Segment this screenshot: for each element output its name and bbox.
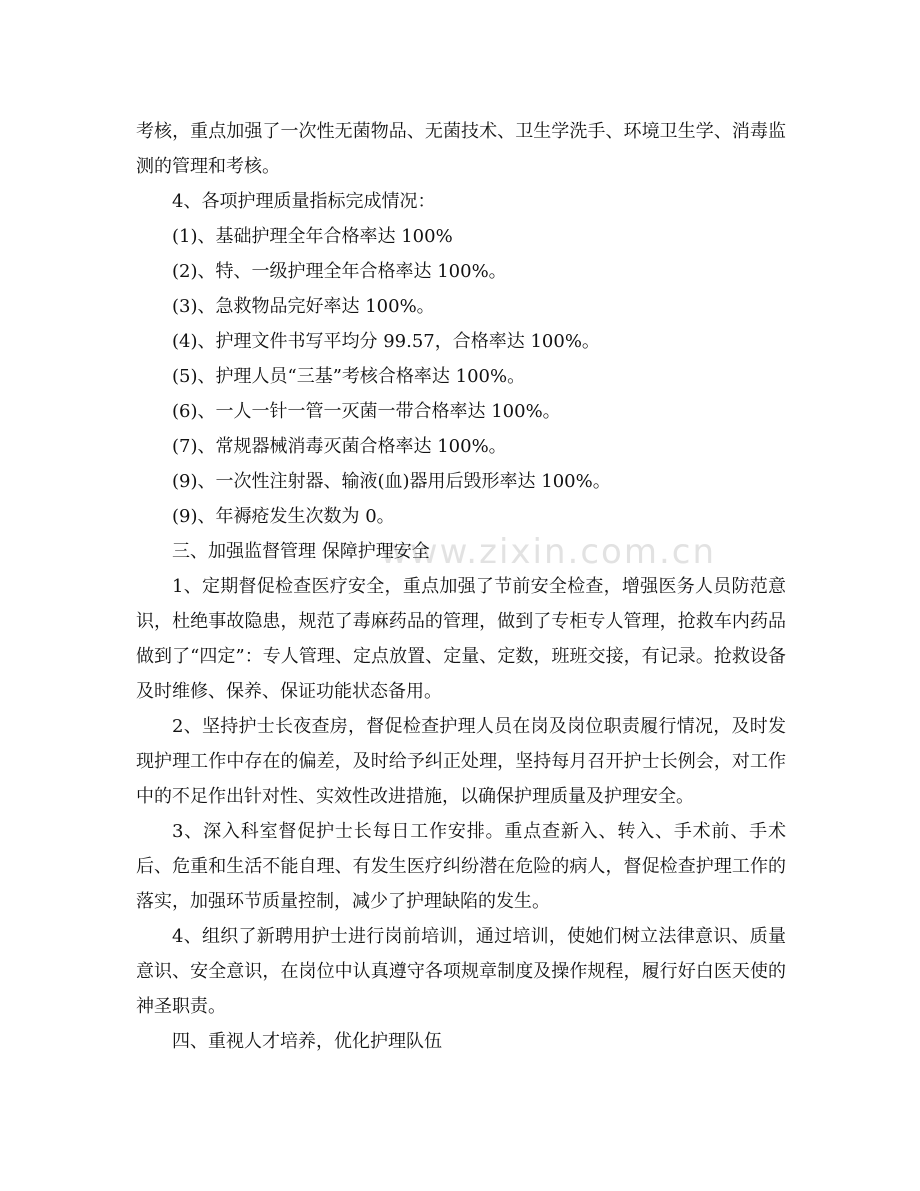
list-item: (9)、一次性注射器、输液(血)器用后毁形率达 100%。 (172, 471, 611, 492)
paragraph: 4、组织了新聘用护士进行岗前培训，通过培训，使她们树立法律意识、质量意识、安全意识，在岗位中认真遵守各项规章制度及操作规程，履行好白医天使的神圣职责。 (136, 926, 786, 1017)
paragraph: 1、定期督促检查医疗安全，重点加强了节前安全检查，增强医务人员防范意识，杜绝事故隐患，规范了毒麻药品的管理，做到了专柜专人管理，抢救车内药品做到了“四定”：专人管理、定点放置、定量、定数，班班交接，有记录。抢救设备及时维修、保养、保证功能状态备用。 (136, 576, 786, 702)
document-body (136, 114, 786, 1059)
paragraph: 2、坚持护士长夜查房，督促检查护理人员在岗及岗位职责履行情况，及时发现护理工作中存在的偏差，及时给予纠正处理，坚持每月召开护士长例会，对工作中的不足作出针对性、实效性改进措施，以确保护理质量及护理安全。 (136, 716, 786, 807)
paragraph: 考核，重点加强了一次性无菌物品、无菌技术、卫生学洗手、环境卫生学、消毒监测的管理和考核。 (136, 121, 786, 177)
list-item: (6)、一人一针一管一灭菌一带合格率达 100%。 (172, 401, 561, 422)
list-item: (2)、特、一级护理全年合格率达 100%。 (172, 261, 507, 282)
list-item: (4)、护理文件书写平均分 99.57，合格率达 100%。 (172, 331, 600, 352)
paragraph: 3、深入科室督促护士长每日工作安排。重点查新入、转入、手术前、手术后、危重和生活不能自理、有发生医疗纠纷潜在危险的病人，督促检查护理工作的落实，加强环节质量控制，减少了护理缺陷的发生。 (136, 821, 786, 912)
list-item: (1)、基础护理全年合格率达 100% (172, 226, 453, 247)
list-item: (3)、急救物品完好率达 100%。 (172, 296, 435, 317)
section-heading: 三、加强监督管理 保障护理安全 (172, 541, 430, 562)
section-heading: 四、重视人才培养，优化护理队伍 (172, 1031, 442, 1052)
list-item: (7)、常规器械消毒灭菌合格率达 100%。 (172, 436, 507, 457)
list-item: (5)、护理人员“三基”考核合格率达 100%。 (172, 366, 526, 387)
watermark: www.zixin.com.cn (380, 532, 716, 572)
paragraph: 4、各项护理质量指标完成情况： (172, 191, 436, 212)
list-item: (9)、年褥疮发生次数为 0。 (172, 506, 395, 527)
